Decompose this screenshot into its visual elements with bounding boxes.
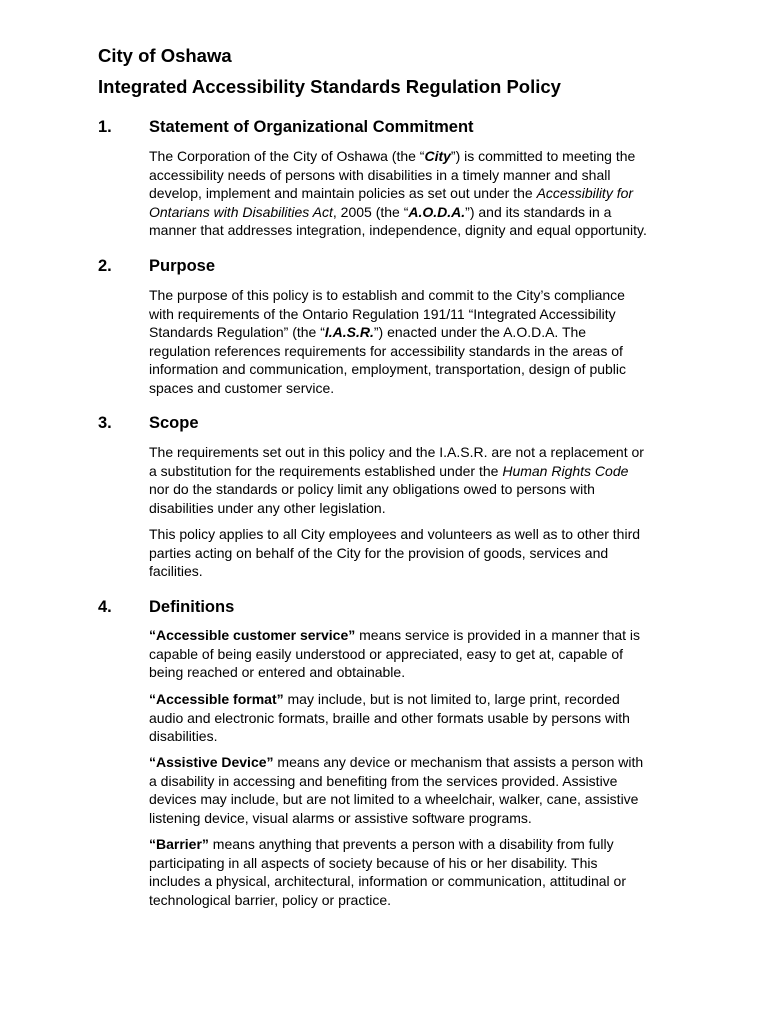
paragraph-line: accessibility needs of persons with disabilities in a timely manner and shall [149,166,611,183]
definition-barrier [149,835,694,909]
paragraph-line: disabilities. [149,728,218,745]
text-run: develop, implement and maintain policies as set out under the [149,185,537,202]
section-4-heading [98,597,234,617]
paragraph-line: The purpose of this policy is to establish and commit to the City’s compliance [149,287,625,303]
paragraph-line: audio and electronic formats, braille and other formats usable by persons with [149,709,630,726]
term-aoda: A.O.D.A. [408,203,466,220]
paragraph-line: devices may include, but are not limited to a wheelchair, walker, cane, assistive [149,791,639,808]
text-run: means anything that prevents a person with a disability from fully [208,836,614,852]
paragraph-line: disabilities under any other legislation. [149,499,386,516]
paragraph-line [149,626,694,645]
text-run: Standards Regulation” (the “ [149,324,325,341]
paragraph-line: This policy applies to all City employees and volunteers as well as to other third [149,526,641,542]
paragraph-line: regulation references requirements for accessibility standards in the areas of [149,342,623,359]
paragraph-line: spaces and customer service. [149,379,335,396]
term-iasr: I.A.S.R. [324,324,374,341]
document-title-policy: Integrated Accessibility Standards Regulation Policy [98,76,561,97]
act-title: Accessibility for [536,185,634,202]
paragraph-line: parties acting on behalf of the City for the provision of goods, services and [149,544,609,561]
definition-term: “Accessible customer service” [149,627,356,643]
text-run: The Corporation of the City of Oshawa (the “ [149,148,425,164]
section-number: 1. [98,118,112,136]
paragraph-line [149,462,694,481]
text-run: a substitution for the requirements established under the [149,462,503,479]
paragraph-line: includes a physical, architectural, information or communication, attitudinal or [149,873,627,890]
text-run: means service is provided in a manner that is [355,627,641,643]
section-title: Scope [149,414,199,432]
section-3-paragraph-1 [149,443,694,517]
code-title: Human Rights Code [502,462,629,479]
section-number: 3. [98,414,112,432]
section-title: Purpose [149,257,216,275]
section-number: 2. [98,257,112,275]
section-3-paragraph-2 [149,525,694,581]
section-1-paragraph [149,147,694,240]
definition-accessible-format [149,690,694,746]
paragraph-line: nor do the standards or policy limit any obligations owed to persons with [149,481,595,498]
definition-accessible-customer-service [149,626,694,682]
text-run: means any device or mechanism that assists a person with [273,754,644,770]
paragraph-line: facilities. [149,563,203,580]
text-run: ”) enacted under the A.O.D.A. The [373,324,587,341]
paragraph-line: being reached or entered and obtainable. [149,664,406,681]
paragraph-line: technological barrier, policy or practice. [149,891,392,908]
paragraph-line: a disability in accessing and benefiting from the services provided. Assistive [149,772,618,789]
paragraph-line: with requirements of the Ontario Regulation 191/11 “Integrated Accessibility [149,305,616,322]
definition-term: “Barrier” [149,836,209,852]
paragraph-line: information and communication, employment, transportation, design of public [149,361,627,378]
paragraph-line [149,835,694,854]
paragraph-line: manner that addresses integration, independence, dignity and equal opportunity. [149,222,647,239]
definition-term: “Accessible format” [149,691,284,707]
section-title: Definitions [149,598,235,616]
definition-assistive-device [149,753,694,827]
text-run: may include, but is not limited to, large print, recorded [283,691,620,707]
term-city: City [424,148,451,164]
paragraph-line [149,690,694,709]
section-2-heading [98,256,215,276]
text-run: ”) and its standards in a [465,203,612,220]
paragraph-line [149,753,694,772]
paragraph-line [149,323,694,342]
section-2-paragraph [149,286,694,398]
act-title: Ontarians with Disabilities Act [149,203,333,220]
text-run: , 2005 (the “ [332,203,409,220]
paragraph-line [149,184,694,203]
text-run: ”) is committed to meeting the [450,148,636,164]
section-3-heading [98,413,199,433]
definition-term: “Assistive Device” [149,754,274,770]
document-title-city: City of Oshawa [98,45,232,66]
section-title: Statement of Organizational Commitment [149,118,474,136]
paragraph-line: capable of being easily understood or appreciated, easy to get at, capable of [149,645,623,662]
paragraph-line: participating in all aspects of society because of his or her disability. This [149,854,598,871]
paragraph-line [149,147,694,166]
paragraph-line: The requirements set out in this policy and the I.A.S.R. are not a replacement or [149,444,644,460]
section-number: 4. [98,598,112,616]
paragraph-line: listening device, visual alarms or assistive software programs. [149,809,532,826]
section-1-heading [98,117,474,137]
paragraph-line [149,203,694,222]
